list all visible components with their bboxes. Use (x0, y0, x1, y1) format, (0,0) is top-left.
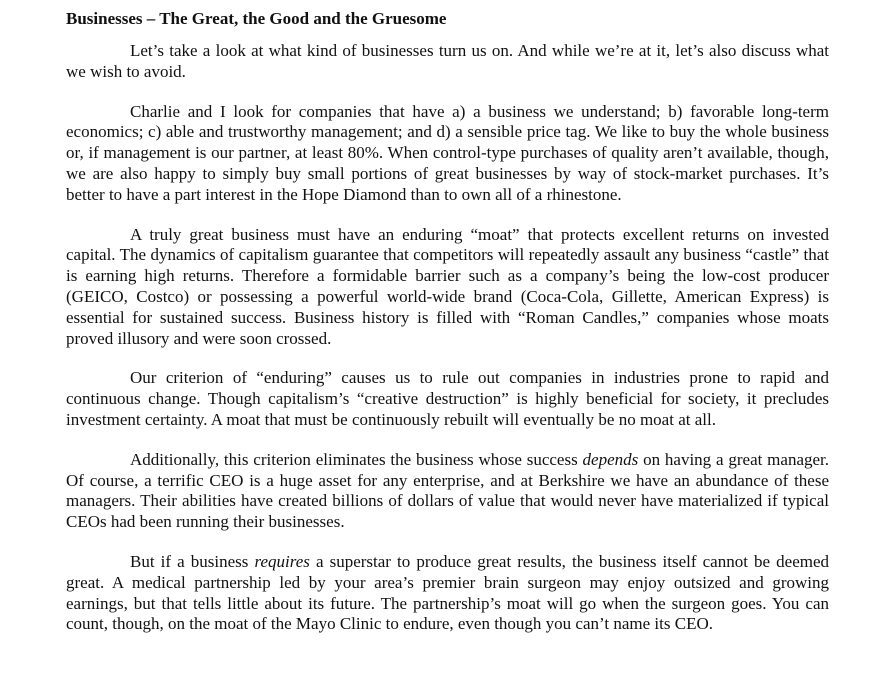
paragraph-text: But if a business (130, 551, 255, 571)
paragraph-3 (66, 225, 829, 350)
paragraph-text: Charlie and I look for companies that have a) a business we understand; b) favorable long-term economics; c) able and trustworthy management; and d) a sensible price tag. We like to buy the whole business or, if management is our partner, at least 80%. When control-type purchases of quality aren’t available, though, we are also happy to simply buy small portions of great businesses by way of stock-market purchases. It’s better to have a part interest in the Hope Diamond than to own all of a rhinestone. (66, 101, 829, 204)
paragraph-text: Our criterion of “enduring” causes us to rule out companies in industries prone to rapid and continuous change. Though capitalism’s “creative destruction” is highly beneficial for society, it precludes investment certainty. A moat that must be continuously rebuilt will eventually be no moat at all. (66, 368, 829, 429)
paragraph-text: on having a great manager. Of course, a terrific CEO is a huge asset for any enterprise, and at Berkshire we have an abundance of these managers. Their abilities have created billions of dollars of value that would never have materialized if typical CEOs had been running their businesses. (66, 449, 830, 532)
paragraph-4 (66, 368, 829, 430)
emphasis-text: requires (254, 551, 310, 571)
paragraph-text: A truly great business must have an enduring “moat” that protects excellent returns on invested capital. The dynamics of capitalism guarantee that competitors will repeatedly assault any business “castle” that is earning high returns. Therefore a formidable barrier such as a company’s being the low-cost producer (GEICO, Costco) or possessing a powerful world-wide brand (Coca-Cola, Gillette, American Express) is essential for sustained success. Business history is filled with “Roman Candles,” companies whose moats proved illusory and were soon crossed. (66, 224, 829, 348)
paragraph-text: Additionally, this criterion eliminates the business whose success (130, 449, 583, 469)
paragraph-5 (66, 450, 829, 533)
paragraph-1 (66, 41, 829, 83)
emphasis-text: depends (582, 449, 639, 469)
paragraph-6 (66, 552, 829, 635)
paragraph-2 (66, 102, 829, 206)
document-page (66, 9, 829, 635)
paragraph-text: a superstar to produce great results, the business itself cannot be deemed great. A medical partnership led by your area’s premier brain surgeon may enjoy outsized and growing earnings, but that tells little about its future. The partnership’s moat will go when the surgeon goes. You can count, though, on the moat of the Mayo Clinic to endure, even though you can’t name its CEO. (66, 551, 830, 634)
paragraph-text: Let’s take a look at what kind of businesses turn us on. And while we’re at it, let’s also discuss what we wish to avoid. (66, 41, 829, 81)
section-title: Businesses – The Great, the Good and the Gruesome (66, 9, 447, 28)
